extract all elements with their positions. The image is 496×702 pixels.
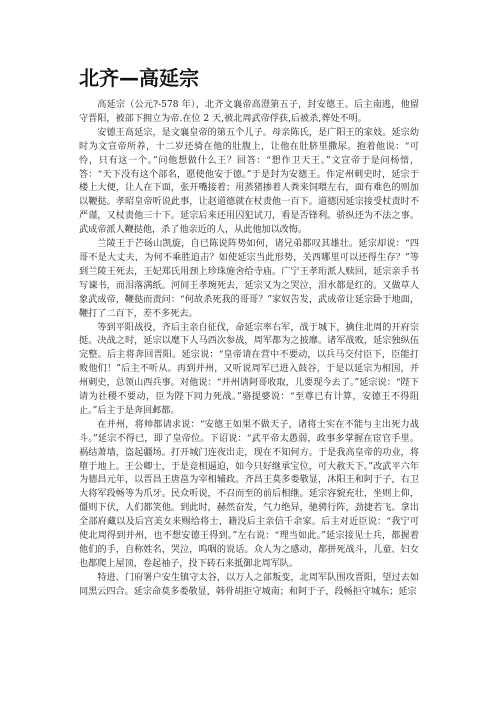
article-body [79,99,419,600]
paragraph: 安德王高延宗，是文襄皇帝的第五个儿子。母亲陈氏，是广阳王的家妓。延宗幼时为文宣帝所养，十二岁还骑在他的肚腹上，让他在肚脐里撒尿。抱着他说：“可怜，只有这一个。”问他想做什么王？回答：“想作卫天王。”文宣帝于是问杨愔，答：“天下没有这个部名，愿使他安于德。”于是封为安德王。作定州刺史时，延宗于楼上大便，让人在下面，张开嘴接着；用蒸猪掺着人粪来饲喂左右，面有难色的则加以鞭挞。孝昭皇帝听说此事，让赵道德就在杖责他一百下。道德因延宗接受杖责时不严谨，又杖责他三十下。延宗后来还用囚犯试刀，看是否锋利。骄纵还为不法之事。武成帝派人鞭挞他，杀了他亲近的人，从此他加以改悔。 [79,127,419,236]
paragraph: 在并州，将帅都请求说：“安德王如果不做天子，诸将士实在不能与主出死力战斗。”延宗不得已，即了皇帝位。下诏说：“武平帝太愚弱，政事多掌握在宦官手里。祸结萧墙，盗起疆场。打开城门连夜出走，现在不知何方。于是我高皇帝的功业，将堕于地上。王公卿士，于是竞相逼迫，如今只好继承宝位，可大赦天下。”改武平六年为德昌元年，以晋昌王唐邕为宰相辅政。齐昌王莫多娄敬显，沐阳王和阿于子，右卫大将军段畅等为爪牙。民众听说，不召而至的前后相继。延宗容貌充壮，坐则上仰，僵则下伏，人们都笑他。到此时，赫然奋发，气力绝异，驰骋行阵，劲捷若飞。拿出全部府藏以及后宫美女来赐给将士，籍没后主亲信千余家。后主对近臣说：“我宁可使北周得到并州，也不想安德王得到。”左右说：“理当如此。”延宗接见士兵，都握着他们的手，自称姓名，哭泣，呜咽的说话。众人为之感动，都拼死战斗，儿童、妇女也都爬上屋顶，卷起袖子，投下砖石来抵御北周军队。 [79,419,419,569]
paragraph: 高延宗（公元?-578 年），北齐文襄帝高澄第五子，封安德王。后主南逃，他留守晋阳，被部下拥立为帝.在位 2 天,被北周武帝俘获,后被杀,葬处不明。 [79,100,419,124]
page-title: 北齐—高延宗 [79,66,199,90]
paragraph: 特进、门府署户安生镇守太谷，以万人之部叛变，北周军队围攻晋阳，望过去如同黑云四合。延宗命莫多娄敬显，韩骨胡拒守城南；和阿于子，段畅拒守城东；延宗 [79,572,419,597]
paragraph: 等到平阳战役，齐后主亲自征伐，命延宗率右军，战于城下，擒住北周的开府宗挺。决战之时，延宗以麾下人马西次参战，周军都为之披靡。诸军战败，延宗独纵伍完整。后主将奔回晋阳。延宗说：“皇帝请在营中不要动，以兵马交付臣下，臣能打败他们！”后主不听从。再到并州，又听说周军已进入鼓谷，于是以延宗为相国，并州刺史，总领山西兵事。对他说：“并州请阿哥收取，儿要现今去了。”延宗说：“陛下请为社稷不要动，臣为陛下同力死战。”骆提婆说：“至尊已有计算，安德王不得阻止。”后主于是奔回邺都。 [79,322,419,416]
paragraph: 兰陵王于芒砀山凯旋，自已陈说阵势如何，诸兄弟都叹其雄壮。延宗却说：“四哥不是大丈夫，为何不乘胜追击？如使延宗当此形势，关西哪里可以还得生存？”等到兰陵王死去，王妃郑氏用颈上珍珠施舍给寺庙。广宁王孝珩派人赎回，延宗亲手书写谏书，而泪落满纸。河间王孝琬死去，延宗又为之哭泣，泪水都是红的。又做草人象武成帝，鞭挞而责问：“何故杀死我的哥哥？”家奴告发，武成帝让延宗卧于地面，鞭打了二百下，差不多死去。 [79,239,419,319]
